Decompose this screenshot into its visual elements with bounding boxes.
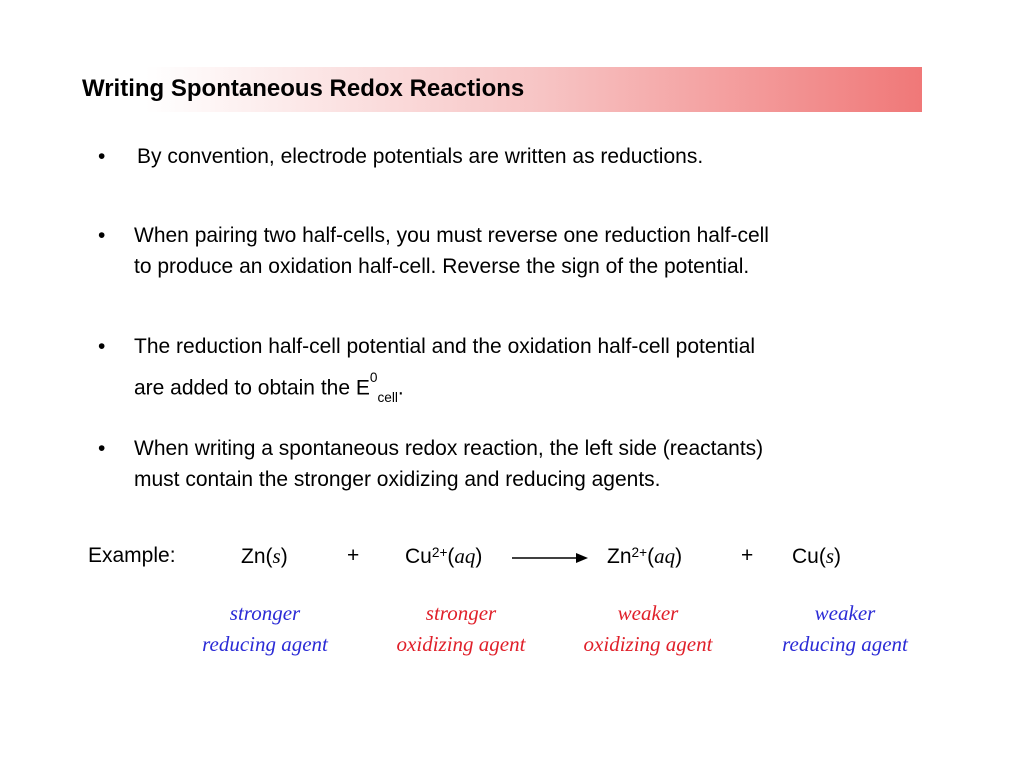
bullet-2 [134,220,924,282]
zn-solid [241,544,288,569]
title-bar [78,67,922,112]
bullet-3-line2-suffix: . [397,376,404,400]
agent-label-2-line1: stronger [425,601,497,625]
bullet-marker: • [98,335,106,358]
cu-close: ) [834,545,842,568]
plus-sign: + [741,544,754,567]
bullet-4-line2: must contain the stronger oxidizing and reducing agents. [134,468,661,491]
agent-label-2 [397,598,526,660]
agent-label-1 [202,598,328,660]
bullet-4 [134,433,924,495]
bullet-4-line1: When writing a spontaneous redox reaction, the left side (reactants) [134,437,764,460]
cu2-aq [405,544,482,569]
cu-state: s [825,544,835,568]
zn-close: ) [280,545,288,568]
zn2-base: Zn [607,545,632,568]
bullet-3-line2-prefix: are added to obtain the E [134,376,370,400]
cu-solid [792,544,841,569]
zn2-state: aq [654,544,676,568]
cell-subscript: cell [377,390,398,406]
bullet-marker: • [98,224,106,247]
agent-label-1-line1: stronger [229,601,301,625]
example-label: Example: [88,544,176,567]
bullet-marker: • [98,145,106,168]
cu2-state: aq [454,544,476,568]
reaction-arrow-icon [510,551,590,565]
bullet-marker: • [98,437,106,460]
agent-label-4 [782,598,908,660]
cu2-charge: 2+ [431,545,448,560]
zn2-aq [607,544,682,569]
agent-label-3-line1: weaker [617,601,679,625]
bullet-3 [134,331,924,413]
bullet-1 [137,141,927,172]
agent-label-4-line2: reducing agent [782,632,908,656]
agent-label-1-line2: reducing agent [202,632,328,656]
e-zero-superscript: 0 [369,370,378,385]
plus-sign: + [347,544,360,567]
zn2-close: ) [675,545,683,568]
bullet-2-line2: to produce an oxidation half-cell. Reverse the sign of the potential. [134,255,750,278]
cu2-base: Cu [405,545,432,568]
cu-base: Cu( [792,545,826,568]
page-title: Writing Spontaneous Redox Reactions [82,75,525,102]
bullet-2-line1: When pairing two half-cells, you must reverse one reduction half-cell [134,224,769,247]
agent-label-3-line2: oxidizing agent [583,632,713,656]
bullet-1-line1: By convention, electrode potentials are written as reductions. [137,145,704,168]
cu2-open: ( [447,545,455,568]
agent-label-3 [584,598,713,660]
agent-label-4-line1: weaker [814,601,876,625]
zn2-charge: 2+ [631,545,648,560]
bullet-3-line1: The reduction half-cell potential and the oxidation half-cell potential [134,335,756,358]
bullet-3-line2 [134,362,924,413]
zn-state: s [272,544,281,568]
zn-base: Zn( [241,545,273,568]
cu2-close: ) [475,545,483,568]
agent-label-2-line2: oxidizing agent [396,632,526,656]
zn2-open: ( [647,545,655,568]
